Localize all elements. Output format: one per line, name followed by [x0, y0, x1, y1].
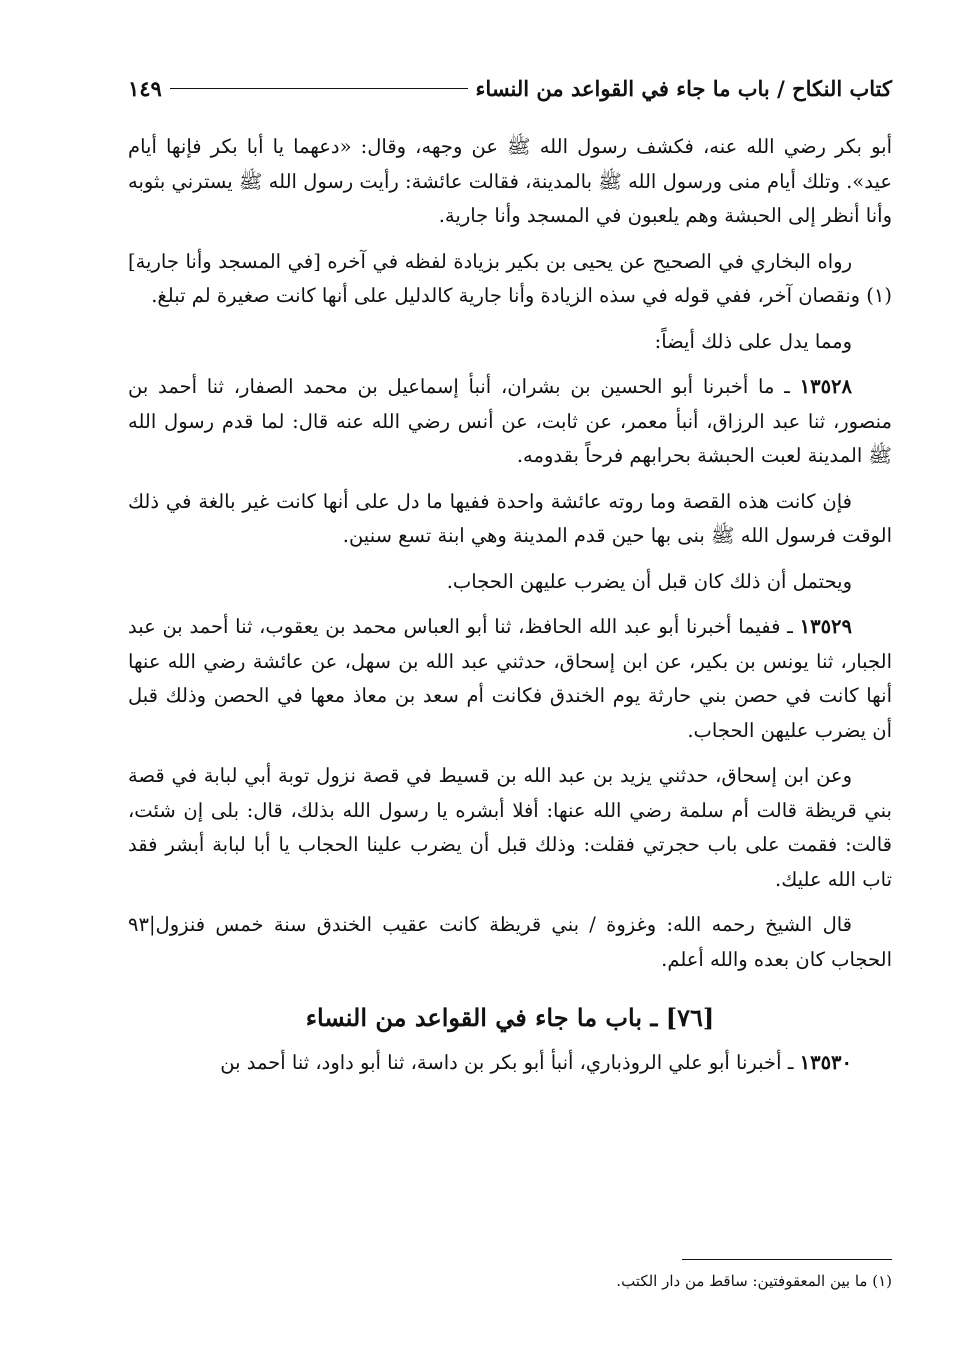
hadith-13529: ١٣٥٢٩ ـ ففيما أخبرنا أبو عبد الله الحافظ، ثنا أبو العباس محمد بن يعقوب، ثنا أحمد بن عبد الجبار، ثنا يونس بن بكير، عن ابن إسحاق، حدثني عبد الله بن سهل، عن عائشة رضي الله عنها أنها كانت في حصن بني حارثة يوم الخندق فكانت أم سعد بن معاذ معها في الحصن وذلك قبل أن يضرب عليهن الحجاب. [128, 615, 892, 742]
footnote-separator [682, 1259, 892, 1260]
hadith-number: ١٣٥٣٠ [799, 1051, 852, 1074]
paragraph-1: أبو بكر رضي الله عنه، فكشف رسول الله ﷺ عن وجهه، وقال: «دعهما يا أبا بكر فإنها أيام عيد». وتلك أيام منى ورسول الله ﷺ بالمدينة، فقالت عائشة: رأيت رسول الله ﷺ يسترني بثوبه وأنا أنظر إلى الحبشة وهم يلعبون في المسجد وأنا جارية. [128, 135, 892, 227]
paragraph-9: قال الشيخ رحمه الله: وغزوة / بني قريظة كانت عقيب الخندق سنة خمس فنزول|٩٣ الحجاب كان بعده والله أعلم. [128, 913, 892, 971]
paragraph-5: فإن كانت هذه القصة وما روته عائشة واحدة ففيها ما دل على أنها كانت غير بالغة في ذلك الوقت فرسول الله ﷺ بنى بها حين قدم المدينة وهي ابنة تسع سنين. [128, 489, 892, 547]
hadith-13530: ١٣٥٣٠ ـ أخبرنا أبو علي الروذباري، أنبأ أبو بكر بن داسة، ثنا أبو داود، ثنا أحمد بن [220, 1051, 852, 1074]
paragraph-6: ويحتمل أن ذلك كان قبل أن يضرب عليهن الحجاب. [446, 569, 852, 593]
paragraph-3: ومما يدل على ذلك أيضاً: [654, 329, 852, 353]
paragraph-2: رواه البخاري في الصحيح عن يحيى بن بكير بزيادة لفظه في آخره [في المسجد وأنا جارية](١) ونقصان آخر، ففي قوله في سذه الزيادة وأنا جارية كالدليل على أنها كانت صغيرة لم تبلغ. [128, 249, 892, 307]
page-number: ١٤٩ [128, 75, 162, 101]
paragraph-8: وعن ابن إسحاق، حدثني يزيد بن عبد الله بن قسيط في قصة نزول توبة أبي لبابة في قصة بني قريظة قالت أم سلمة رضي الله عنها: أفلا أبشره يا رسول الله بذلك، قال: بلى إن شئت، قالت: فقمت على باب حجرتي فقلت: وذلك قبل أن يضرب علينا الحجاب يا أبا لبابة أبشر فقد تاب الله عليك. [128, 764, 892, 891]
header-rule [170, 88, 468, 89]
section-heading: [٧٦] ـ باب ما جاء في القواعد من النساء [305, 1003, 715, 1032]
hadith-13528: ١٣٥٢٨ ـ ما أخبرنا أبو الحسين بن بشران، أنبأ إسماعيل بن محمد الصفار، ثنا أحمد بن منصور، ثنا عبد الرزاق، أنبأ معمر، عن ثابت، عن أنس رضي الله عنه قال: لما قدم رسول الله ﷺ المدينة لعبت الحبشة بحرابهم فرحاً بقدومه. [128, 375, 892, 467]
hadith-number: ١٣٥٢٩ [799, 615, 852, 638]
hadith-number: ١٣٥٢٨ [799, 375, 852, 398]
footnote: (١) ما بين المعقوفتين: ساقط من دار الكتب. [616, 1272, 892, 1290]
running-header [128, 72, 892, 104]
main-text [128, 130, 892, 1092]
header-title: كتاب النكاح / باب ما جاء في القواعد من النساء [475, 75, 892, 101]
